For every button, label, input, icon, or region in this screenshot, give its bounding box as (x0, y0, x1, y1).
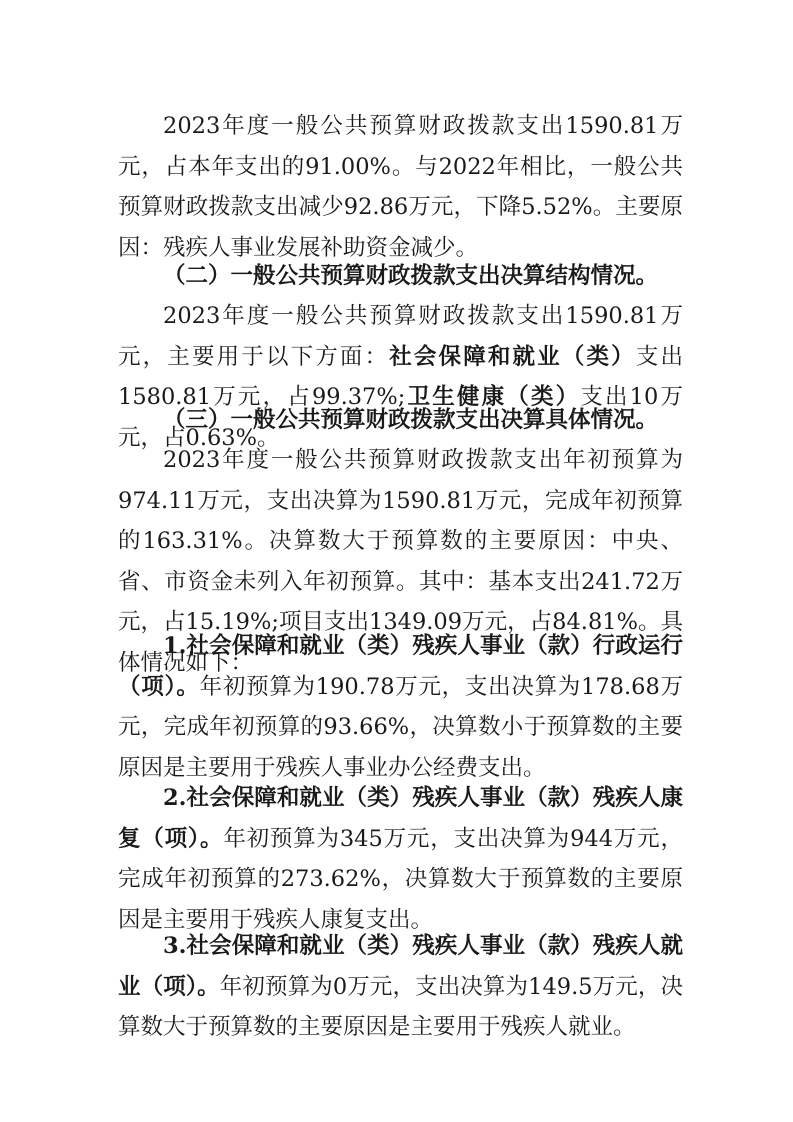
social-security-amount: 支出1580.81万元，占99.37%; (118, 343, 683, 410)
item3-text: 年初预算为0万元，支出决算为149.5万元，决算数大于预算数的主要原因是主要用于残疾人就业。 (118, 973, 683, 1040)
category-health: 卫生健康（类） (405, 384, 581, 410)
item2-text: 年初预算为345万元，支出决算为944万元，完成年初预算的273.62%，决算数大于预算数的主要原因是主要用于残疾人康复支出。 (118, 825, 683, 933)
section-heading-details: （三）一般公共预算财政拨款支出决算具体情况。 (163, 407, 659, 433)
paragraph-expenditure-details: 2023年度一般公共预算财政拨款支出年初预算为974.11万元，支出决算为1590.81万元，完成年初预算的163.31%。决算数大于预算数的主要原因：中央、省、市资金未列入年初预算。其中：基本支出241.72万元，占15.19%;项目支出1349.09万元，占84.81%。具体情况如下： (118, 447, 683, 676)
section-heading-structure: （二）一般公共预算财政拨款支出决算结构情况。 (163, 263, 659, 289)
item-administrative-operation (118, 626, 683, 788)
item-rehabilitation (118, 778, 683, 940)
item2-heading: 2.社会保障和就业（类）残疾人事业（款）残疾人康复（项）。 (118, 785, 683, 852)
paragraph-expenditure-change: 2023年度一般公共预算财政拨款支出1590.81万元，占本年支出的91.00%。与2022年相比，一般公共预算财政拨款支出减少92.86万元，下降5.52%。主要原因：残疾人事业发展补助资金减少。 (118, 113, 683, 261)
structure-intro: 2023年度一般公共预算财政拨款支出1590.81万元，主要用于以下方面： (118, 303, 683, 370)
item1-heading: 1.社会保障和就业（类）残疾人事业（款）行政运行（项）。 (118, 633, 683, 700)
item1-text: 年初预算为190.78万元，支出决算为178.68万元，完成年初预算的93.66%，决算数小于预算数的主要原因是主要用于残疾人事业办公经费支出。 (118, 673, 683, 781)
item-employment (118, 926, 683, 1048)
health-amount: 支出10万元，占0.63%。 (118, 384, 683, 451)
category-social-security: 社会保障和就业（类） (389, 343, 636, 370)
item3-heading: 3.社会保障和就业（类）残疾人事业（款）残疾人就业（项）。 (118, 933, 683, 1000)
